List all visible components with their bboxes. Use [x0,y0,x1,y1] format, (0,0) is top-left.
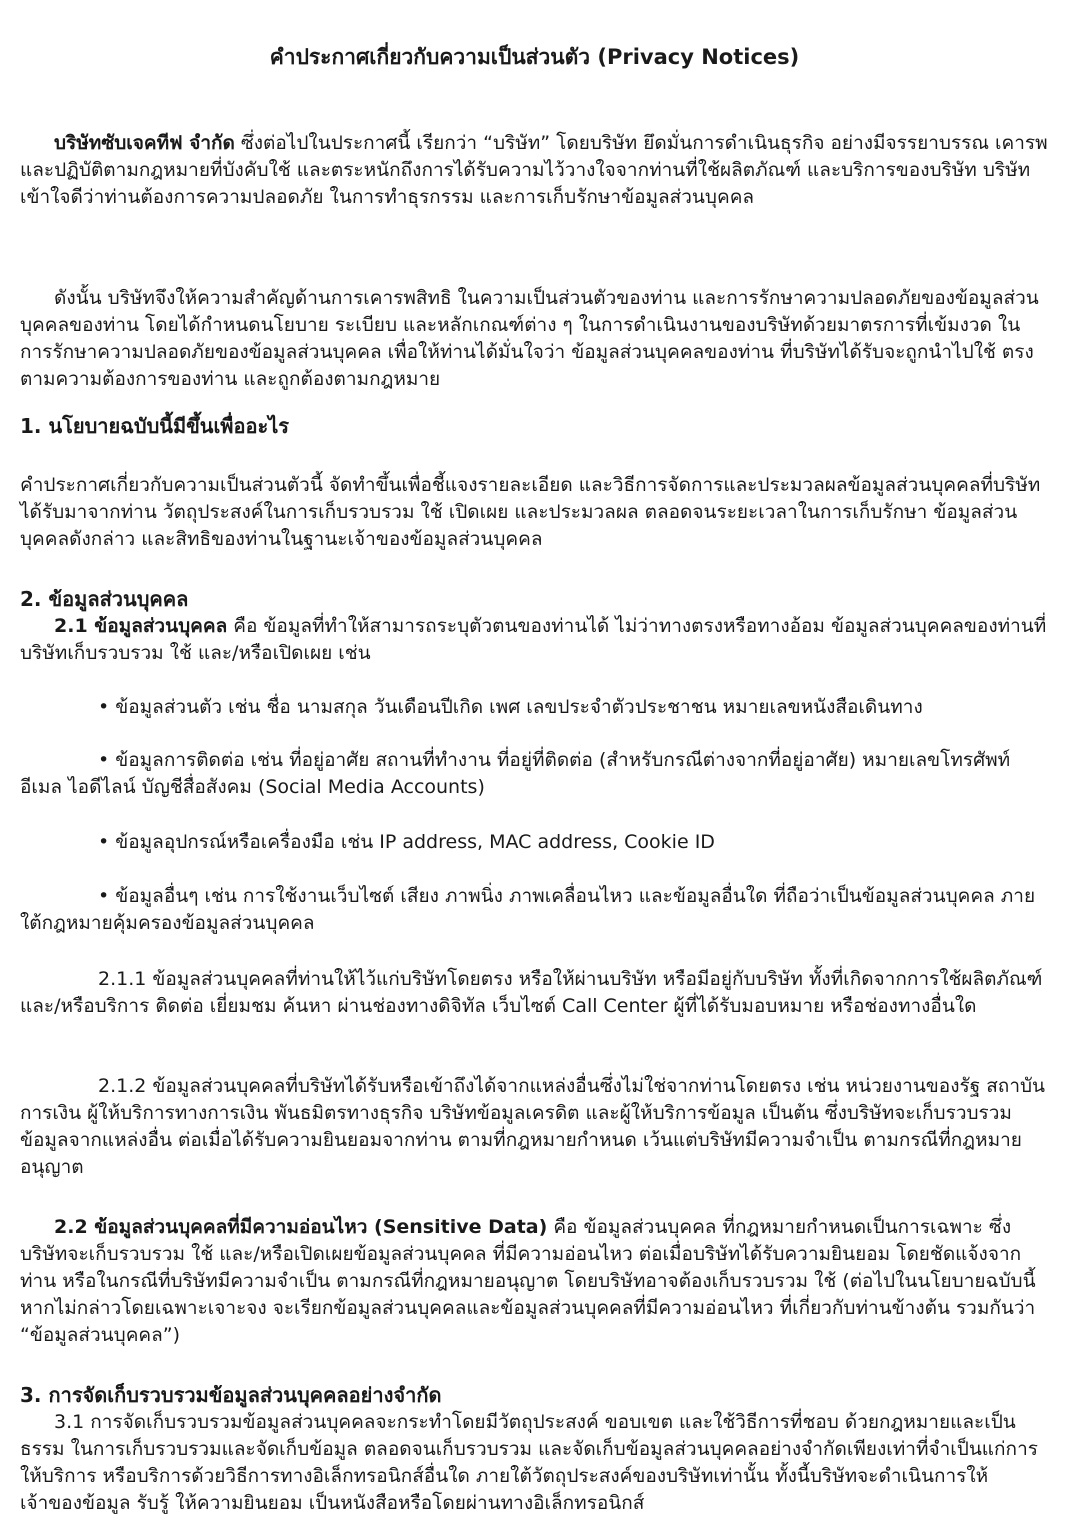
section-2-1-text: คือ ข้อมูลที่ทำให้สามารถระบุตัวตนของท่านได้ ไม่ว่าทางตรงหรือทางอ้อม ข้อมูลส่วนบุคคลของท่านที่บริษัทเก็บรวบรวม ใช้ และ/หรือเปิดเผย เช่น [20,615,1047,664]
bullet-item [20,829,1050,856]
page-title: คำประกาศเกี่ยวกับความเป็นส่วนตัว (Privacy Notices) [269,45,800,69]
section-1-body: คำประกาศเกี่ยวกับความเป็นส่วนตัวนี้ จัดทำขึ้นเพื่อชี้แจงรายละเอียด และวิธีการจัดการและประมวลผลข้อมูลส่วนบุคคลที่บริษัท ได้รับมาจากท่าน วัตถุประสงค์ในการเก็บรวบรวม ใช้ เปิดเผย และประมวลผล ตลอดจนระยะเวลาในการเก็บรักษา ข้อมูลส่วนบุคคลดังกล่าว และสิทธิของท่านในฐานะเจ้าของข้อมูลส่วนบุคคล [20,474,1041,550]
bullet-other-info: • ข้อมูลอื่นๆ เช่น การใช้งานเว็บไซต์ เสียง ภาพนิ่ง ภาพเคลื่อนไหว และข้อมูลอื่นใด ที่ถือว่าเป็นข้อมูลส่วนบุคคล ภายใต้กฎหมายคุ้มครองข้อมูลส่วนบุคคล [20,885,1036,934]
bullet-item [20,694,1050,721]
section-3-heading-block [20,1382,1050,1409]
intro-paragraph-2-text: ดังนั้น บริษัทจึงให้ความสำคัญด้านการเคารพสิทธิ ในความเป็นส่วนตัวของท่าน และการรักษาความปลอดภัยของข้อมูลส่วนบุคคลของท่าน โดยได้กำหนดนโยบาย ระเบียบ และหลักเกณฑ์ต่าง ๆ ในการดำเนินงานของบริษัทด้วยมาตรการที่เข้มงวด ในการรักษาความปลอดภัยของข้อมูลส่วนบุคคล เพื่อให้ท่านได้มั่นใจว่า ข้อมูลส่วนบุคคลของท่าน ที่บริษัทได้รับจะถูกนำไปใช้ ตรงตามความต้องการของท่าน และถูกต้องตามกฎหมาย [20,287,1039,390]
bullet-contact-info: • ข้อมูลการติดต่อ เช่น ที่อยู่อาศัย สถานที่ทำงาน ที่อยู่ที่ติดต่อ (สำหรับกรณีต่างจากที่อยู่อาศัย) หมายเลขโทรศัพท์ อีเมล ไอดีไลน์ บัญชีสื่อสังคม (Social Media Accounts) [20,749,1011,798]
bullet-item [20,883,1050,937]
section-2-heading-block [20,586,1050,613]
section-2-1-1-text: 2.1.1 ข้อมูลส่วนบุคคลที่ท่านให้ไว้แก่บริษัทโดยตรง หรือให้ผ่านบริษัท หรือมีอยู่กับบริษัท ทั้งที่เกิดจากการใช้ผลิตภัณฑ์ และ/หรือบริการ ติดต่อ เยี่ยมชม ค้นหา ผ่านช่องทางดิจิทัล เว็บไซต์ Call Center ผู้ที่ได้รับมอบหมาย หรือช่องทางอื่นใด [20,968,1043,1017]
section-1-heading-block [20,413,1050,440]
section-3-heading: 3. การจัดเก็บรวบรวมข้อมูลส่วนบุคคลอย่างจำกัด [20,1383,442,1407]
section-2-1-1-block [20,966,1050,1020]
section-2-heading: 2. ข้อมูลส่วนบุคคล [20,587,189,611]
section-3-1-text: 3.1 การจัดเก็บรวบรวมข้อมูลส่วนบุคคลจะกระทำโดยมีวัตถุประสงค์ ขอบเขต และใช้วิธีการที่ชอบ ด้วยกฎหมายและเป็นธรรม ในการเก็บรวบรวมและจัดเก็บข้อมูล ตลอดจนเก็บรวบรวม และจัดเก็บข้อมูลส่วนบุคคลอย่างจำกัดเพียงเท่าที่จำเป็นแก่การให้บริการ หรือบริการด้วยวิธีการทางอิเล็กทรอนิกส์อื่นใด ภายใต้วัตถุประสงค์ของบริษัทเท่านั้น ทั้งนี้บริษัทจะดำเนินการให้เจ้าของข้อมูล รับรู้ ให้ความยินยอม เป็นหนังสือหรือโดยผ่านทางอิเล็กทรอนิกส์ [20,1411,1038,1514]
bullet-device-info: • ข้อมูลอุปกรณ์หรือเครื่องมือ เช่น IP address, MAC address, Cookie ID [98,831,715,853]
section-3-1-block [20,1409,1050,1517]
section-2-1-block [20,613,1050,667]
section-2-2-block [20,1214,1050,1349]
section-2-1-2-text: 2.1.2 ข้อมูลส่วนบุคคลที่บริษัทได้รับหรือเข้าถึงได้จากแหล่งอื่นซึ่งไม่ใช่จากท่านโดยตรง เช่น หน่วยงานของรัฐ สถาบันการเงิน ผู้ให้บริการทางการเงิน พันธมิตรทางธุรกิจ บริษัทข้อมูลเครดิต และผู้ให้บริการข้อมูล เป็นต้น ซึ่งบริษัทจะเก็บรวบรวมข้อมูลจากแหล่งอื่น ต่อเมื่อได้รับความยินยอมจากท่าน ตามที่กฎหมายกำหนด เว้นแต่บริษัทมีความจำเป็น ตามกรณีที่กฎหมายอนุญาต [20,1075,1046,1178]
section-2-2-label: 2.2 ข้อมูลส่วนบุคคลที่มีความอ่อนไหว (Sensitive Data) [54,1216,548,1238]
intro-paragraph-2 [20,285,1050,393]
bullet-item [20,747,1050,801]
section-1-body-block [20,472,1050,553]
bullet-personal-info: • ข้อมูลส่วนตัว เช่น ชื่อ นามสกุล วันเดือนปีเกิด เพศ เลขประจำตัวประชาชน หมายเลขหนังสือเดินทาง [98,696,923,718]
section-2-1-label: 2.1 ข้อมูลส่วนบุคคล [54,615,228,637]
company-name: บริษัทซับเจคทีฟ จำกัด [54,132,235,154]
section-2-1-2-block [20,1073,1050,1181]
intro-paragraph-1-text: ซึ่งต่อไปในประกาศนี้ เรียกว่า “บริษัท” โดยบริษัท ยึดมั่นการดำเนินธุรกิจ อย่างมีจรรยาบรรณ เคารพและปฏิบัติตามกฎหมายที่บังคับใช้ และตระหนักถึงการได้รับความไว้วางใจจากท่านที่ใช้ผลิตภัณฑ์ และบริการของบริษัท บริษัท เข้าใจดีว่าท่านต้องการความปลอดภัย ในการทำธุรกรรม และการเก็บรักษาข้อมูลส่วนบุคคล [20,132,1048,208]
section-1-heading: 1. นโยบายฉบับนี้มีขึ้นเพื่ออะไร [20,414,290,438]
intro-paragraph-1 [20,130,1050,211]
section-2-2-text: คือ ข้อมูลส่วนบุคคล ที่กฎหมายกำหนดเป็นการเฉพาะ ซึ่งบริษัทจะเก็บรวบรวม ใช้ และ/หรือเปิดเผยข้อมูลส่วนบุคคล ที่มีความอ่อนไหว ต่อเมื่อบริษัทได้รับความยินยอม โดยชัดแจ้งจากท่าน หรือในกรณีที่บริษัทมีความจำเป็น ตามกรณีที่กฎหมายอนุญาต โดยบริษัทอาจต้องเก็บรวบรวม ใช้ (ต่อไปในนโยบายฉบับนี้ หากไม่กล่าวโดยเฉพาะเจาะจง จะเรียกข้อมูลส่วนบุคคลและข้อมูลส่วนบุคคลที่มีความอ่อนไหว ที่เกี่ยวกับท่านข้างต้น รวมกันว่า “ข้อมูลส่วนบุคคล”) [20,1216,1036,1346]
